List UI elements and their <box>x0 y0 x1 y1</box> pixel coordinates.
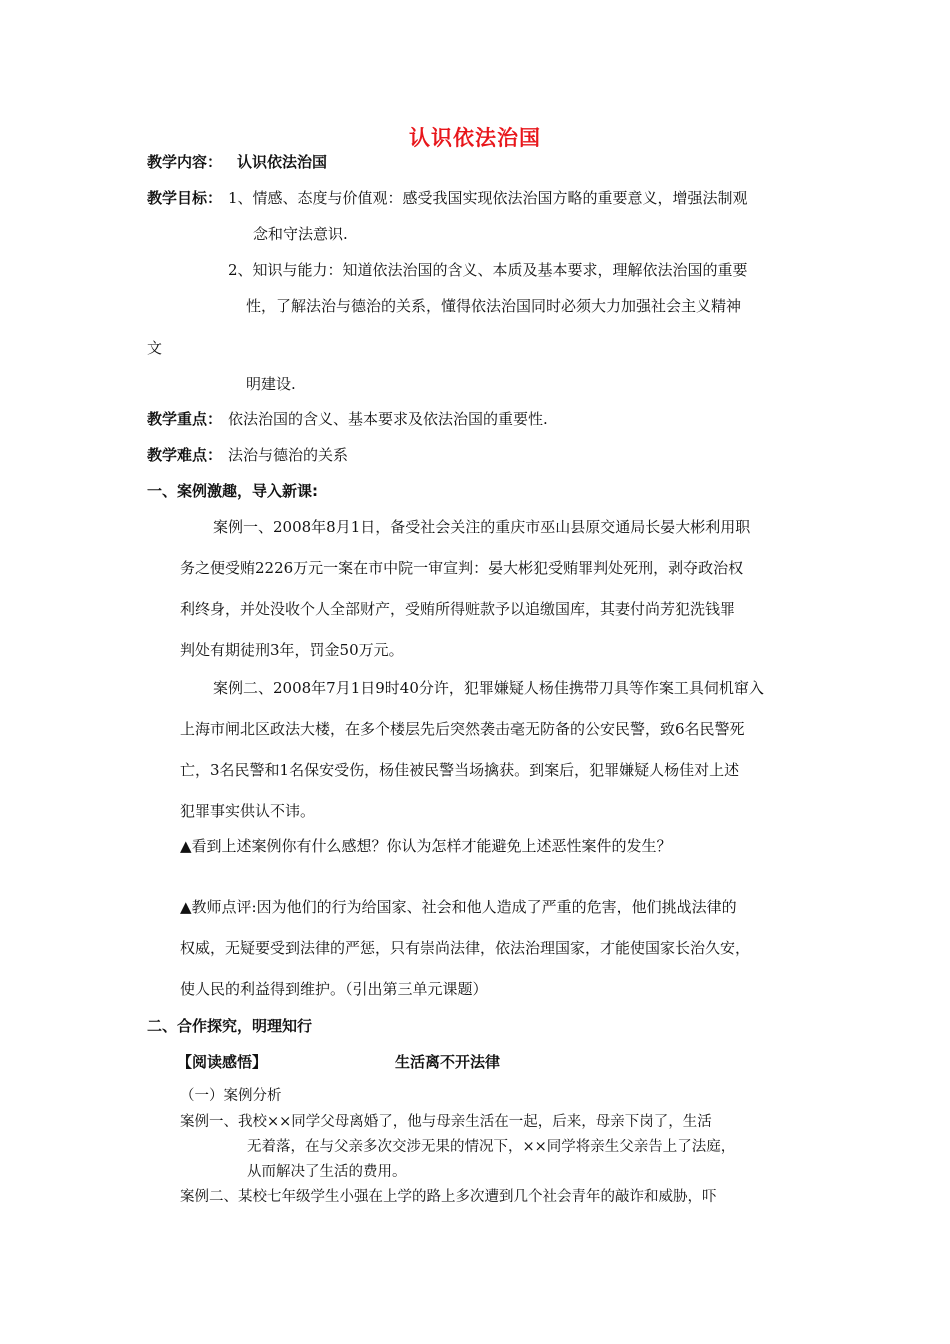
page-title: 认识依法治国 <box>409 126 541 150</box>
case-1-line: 判处有期徒刑3年，罚金50万元。 <box>180 641 404 659</box>
case-2-line: 案例二、2008年7月1日9时40分许，犯罪嫌疑人杨佳携带刀具等作案工具伺机窜入 <box>213 679 764 697</box>
case-2-line: 亡，3名民警和1名保安受伤，杨佳被民警当场擒获。到案后，犯罪嫌疑人杨佳对上述 <box>180 761 740 779</box>
content-value: 认识依法治国 <box>237 153 328 171</box>
goals-line-2c: 文 <box>147 339 163 357</box>
teacher-comment-line: 权威，无疑要受到法律的严惩，只有崇尚法律，依法治理国家，才能使国家长治久安， <box>180 939 751 957</box>
goals-line-2: 2、知识与能力：知道依法治国的含义、本质及基本要求，理解依法治国的重要 <box>228 261 748 279</box>
goals-line-1b: 念和守法意识. <box>253 225 348 243</box>
section-2-heading: 二、合作探究，明理知行 <box>147 1017 313 1035</box>
reading-title: 生活离不开法律 <box>395 1053 501 1071</box>
reading-label: 【阅读感悟】 <box>177 1053 268 1071</box>
key-point-label: 教学重点： <box>147 410 223 428</box>
difficulty-label: 教学难点： <box>147 446 223 464</box>
goals-line-1: 1、情感、态度与价值观：感受我国实现依法治国方略的重要意义，增强法制观 <box>228 189 748 207</box>
case-1-line: 务之便受贿2226万元一案在市中院一审宣判：晏大彬犯受贿罪判处死刑，剥夺政治权 <box>180 559 744 577</box>
key-point-value: 依法治国的含义、基本要求及依法治国的重要性. <box>228 410 548 428</box>
case-1-line: 利终身，并处没收个人全部财产，受贿所得赃款予以追缴国库，其妻付尚芳犯洗钱罪 <box>180 600 736 618</box>
goals-line-2d: 明建设. <box>246 375 296 393</box>
case-analysis-subheading: （一）案例分析 <box>180 1088 282 1104</box>
section-1-heading: 一、案例激趣，导入新课: <box>147 482 318 500</box>
analysis-case-1-line: 无着落，在与父亲多次交涉无果的情况下，××同学将亲生父亲告上了法庭， <box>247 1139 736 1155</box>
case-1-line: 案例一、2008年8月1日，备受社会关注的重庆市巫山县原交通局长晏大彬利用职 <box>213 518 751 536</box>
content-label: 教学内容： <box>147 153 223 171</box>
analysis-case-1-line: 案例一、我校××同学父母离婚了，他与母亲生活在一起，后来，母亲下岗了，生活 <box>180 1114 712 1130</box>
analysis-case-2-line: 案例二、某校七年级学生小强在上学的路上多次遭到几个社会青年的敲诈和威胁，吓 <box>180 1189 717 1205</box>
case-2-line: 犯罪事实供认不讳。 <box>180 802 316 820</box>
discussion-question: ▲看到上述案例你有什么感想？你认为怎样才能避免上述恶性案件的发生？ <box>180 837 672 855</box>
teacher-comment-line: ▲教师点评:因为他们的行为给国家、社会和他人造成了严重的危害，他们挑战法律的 <box>180 898 737 916</box>
goals-label: 教学目标： <box>147 189 223 207</box>
goals-line-2b: 性，了解法治与德治的关系，懂得依法治国同时必须大力加强社会主义精神 <box>246 297 742 315</box>
analysis-case-1-line: 从而解决了生活的费用。 <box>247 1164 407 1180</box>
case-2-line: 上海市闸北区政法大楼，在多个楼层先后突然袭击毫无防备的公安民警，致6名民警死 <box>180 720 745 738</box>
difficulty-value: 法治与德治的关系 <box>228 446 349 464</box>
teacher-comment-line: 使人民的利益得到维护。（引出第三单元课题） <box>180 980 488 998</box>
